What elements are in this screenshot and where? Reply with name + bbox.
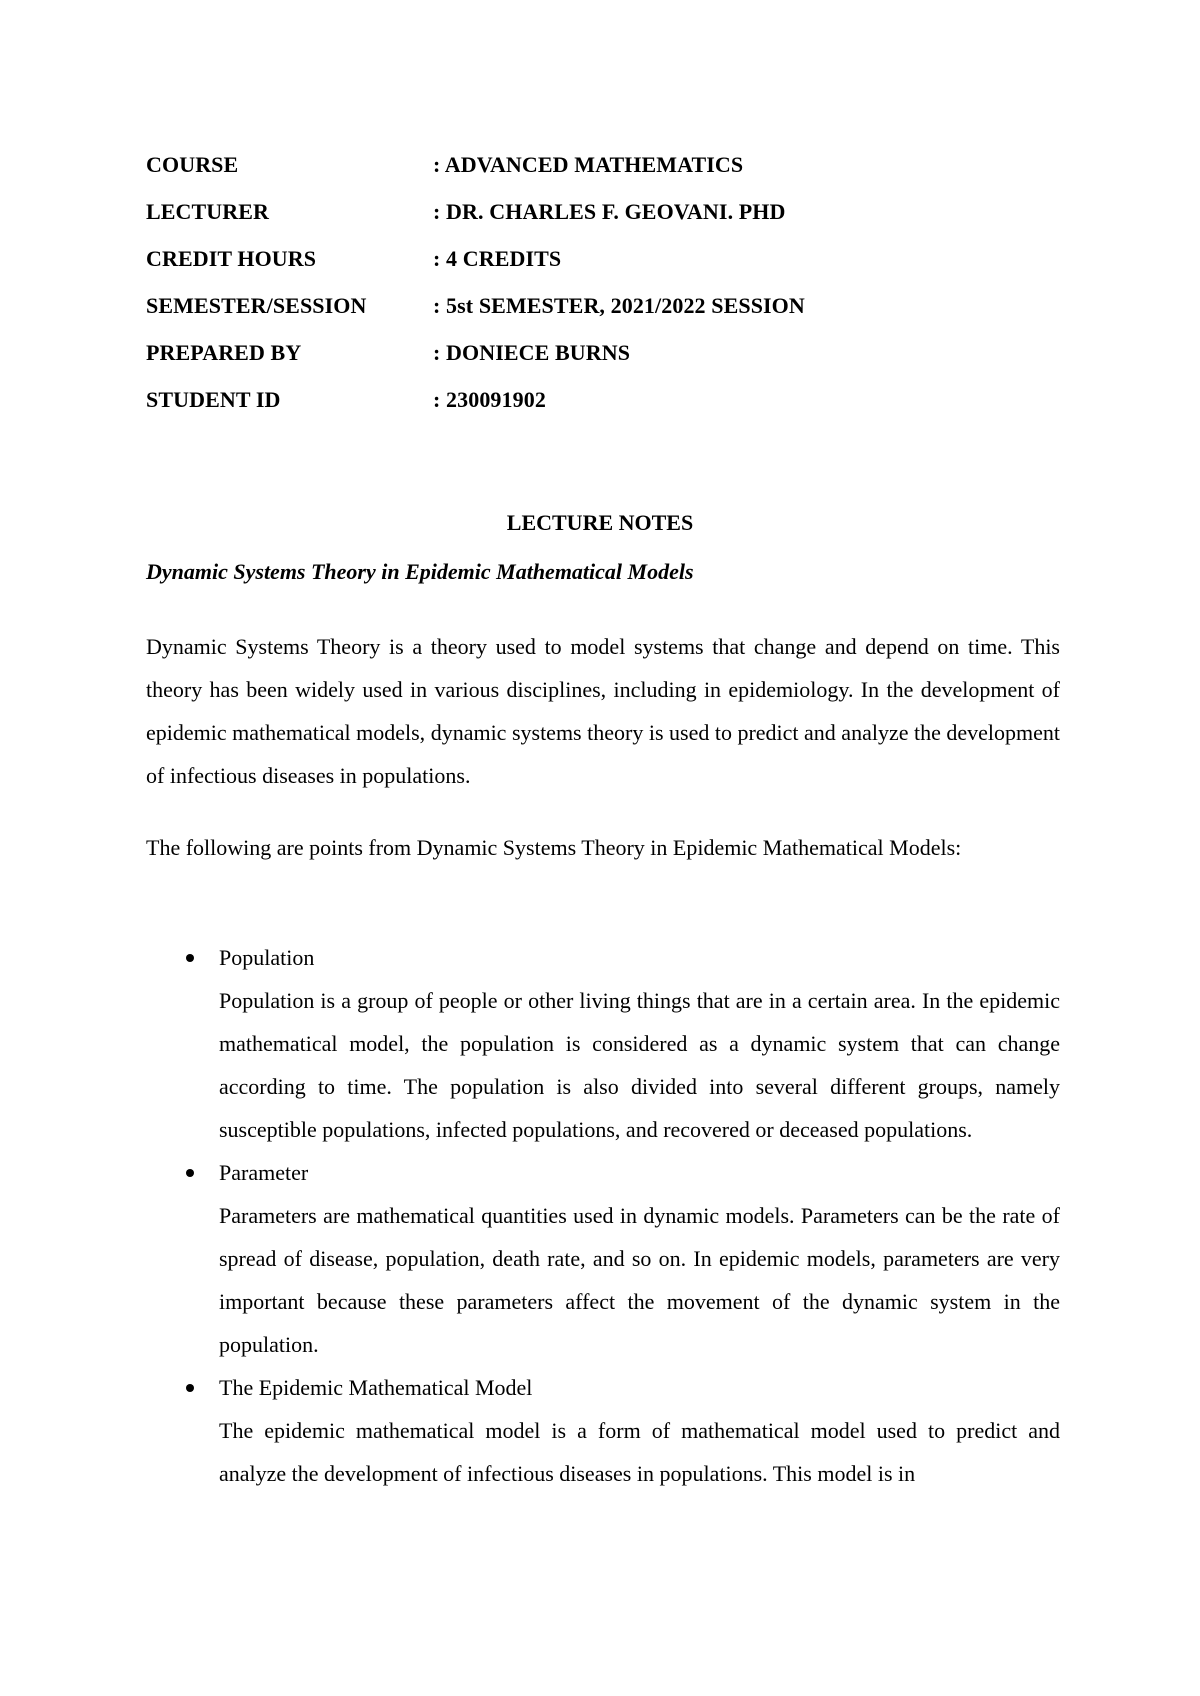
intro-paragraph: Dynamic Systems Theory is a theory used to model systems that change and depend on time. This theory has been widely used in various disciplines, including in epidemiology. In the development of epidemic mathematical models, dynamic systems theory is used to predict and analyze the development of infectious diseases in populations. bbox=[146, 634, 1060, 788]
points-intro-paragraph: The following are points from Dynamic Systems Theory in Epidemic Mathematical Models: bbox=[146, 835, 962, 860]
info-value: : ADVANCED MATHEMATICS bbox=[433, 151, 744, 177]
list-item bbox=[146, 1151, 1060, 1366]
info-label: CREDIT HOURS bbox=[146, 245, 317, 271]
info-row-semester-session bbox=[146, 282, 1076, 329]
bullet-title: The Epidemic Mathematical Model bbox=[219, 1375, 533, 1400]
bullet-text: The epidemic mathematical model is a form of mathematical model used to predict and analyze the development of infectious diseases in populations. This model is in bbox=[219, 1418, 1060, 1486]
info-label: LECTURER bbox=[146, 198, 270, 224]
info-label: PREPARED BY bbox=[146, 339, 302, 365]
info-row-student-id bbox=[146, 376, 1076, 423]
bullet-list bbox=[146, 936, 1060, 1495]
info-value: : DR. CHARLES F. GEOVANI. PHD bbox=[433, 198, 786, 224]
bullet-text: Parameters are mathematical quantities used in dynamic models. Parameters can be the rate of spread of disease, population, death rate, and so on. In epidemic models, parameters are very important because these parameters affect the movement of the dynamic system in the population. bbox=[219, 1203, 1060, 1357]
bullet-title: Population bbox=[219, 945, 315, 970]
info-label: SEMESTER/SESSION bbox=[146, 292, 367, 318]
bullet-dot-icon bbox=[186, 1384, 194, 1392]
info-value: : DONIECE BURNS bbox=[433, 339, 631, 365]
bullet-title: Parameter bbox=[219, 1160, 309, 1185]
info-value: : 230091902 bbox=[433, 386, 546, 412]
course-info-table bbox=[146, 141, 1076, 423]
info-label: COURSE bbox=[146, 151, 239, 177]
info-row-course bbox=[146, 141, 1076, 188]
info-label: STUDENT ID bbox=[146, 386, 281, 412]
info-row-lecturer bbox=[146, 188, 1076, 235]
bullet-dot-icon bbox=[186, 1169, 194, 1177]
document-subtitle: Dynamic Systems Theory in Epidemic Mathematical Models bbox=[146, 559, 694, 584]
info-row-credit-hours bbox=[146, 235, 1076, 282]
document-heading: LECTURE NOTES bbox=[506, 510, 694, 535]
info-row-prepared-by bbox=[146, 329, 1076, 376]
bullet-text: Population is a group of people or other living things that are in a certain area. In the epidemic mathematical model, the population is considered as a dynamic system that can change according to time. The population is also divided into several different groups, namely susceptible populations, infected populations, and recovered or deceased populations. bbox=[219, 988, 1060, 1142]
bullet-dot-icon bbox=[186, 954, 194, 962]
info-value: : 5st SEMESTER, 2021/2022 SESSION bbox=[433, 292, 805, 318]
info-value: : 4 CREDITS bbox=[433, 245, 562, 271]
list-item bbox=[146, 1366, 1060, 1495]
list-item bbox=[146, 936, 1060, 1151]
